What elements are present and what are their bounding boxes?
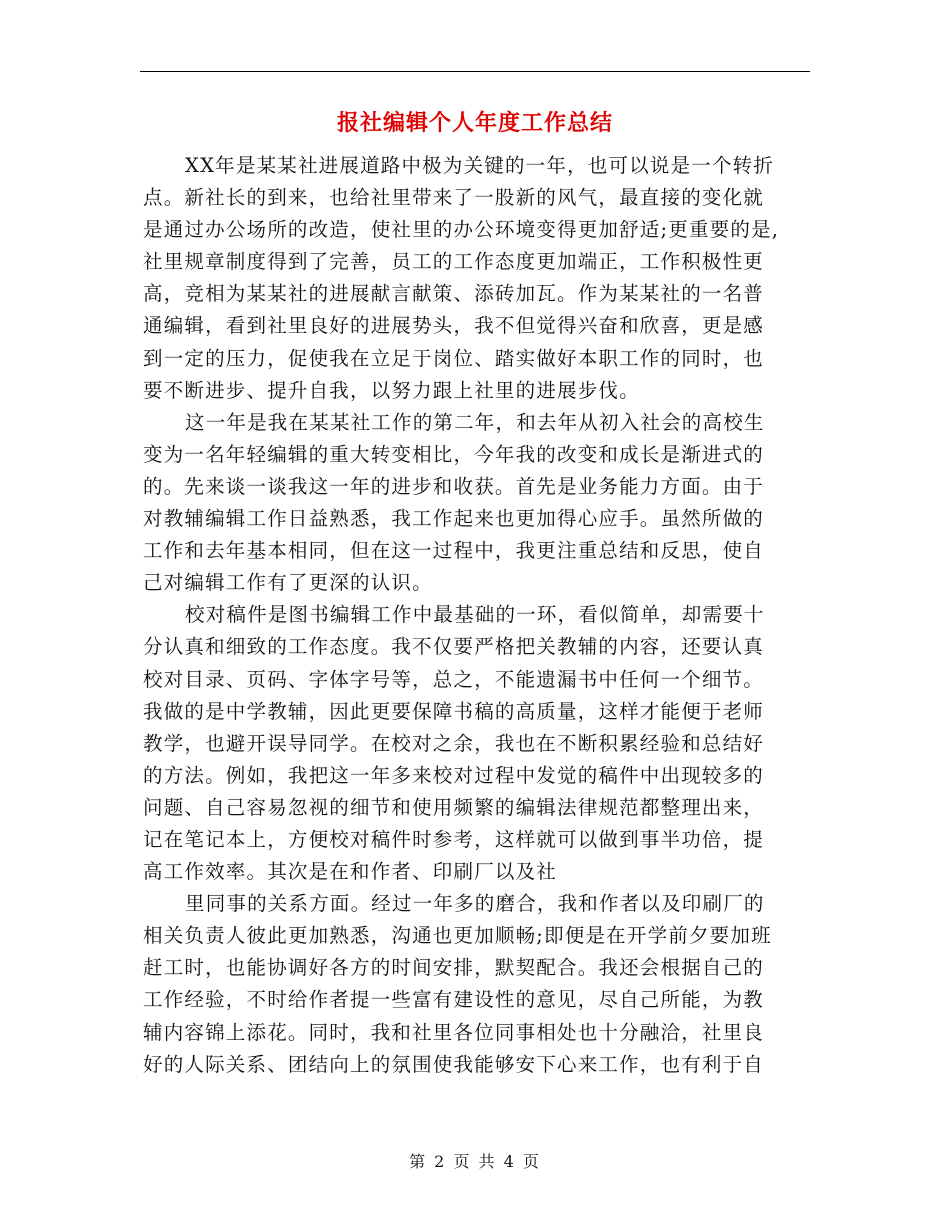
text-line: 校对稿件是图书编辑工作中最基础的一环，看似简单，却需要十	[185, 603, 765, 627]
text-line: 社里规章制度得到了完善，员工的工作态度更加端正，工作积极性更	[143, 250, 765, 274]
text-line: 教学，也避开误导同学。在校对之余，我也在不断积累经验和总结好	[143, 731, 765, 755]
document-title: 报社编辑个人年度工作总结	[336, 111, 613, 136]
text-line: 工作和去年基本相同，但在这一过程中，我更注重总结和反思，使自	[143, 539, 765, 563]
text-line: 工作经验，不时给作者提一些富有建设性的意见，尽自己所能，为教	[143, 988, 765, 1012]
text-line: 这一年是我在某某社工作的第二年，和去年从初入社会的高校生	[185, 410, 765, 434]
text-line: 赶工时，也能协调好各方的时间安排，默契配合。我还会根据自己的	[143, 956, 765, 980]
text-line: 我做的是中学教辅，因此更要保障书稿的高质量，这样才能便于老师	[143, 699, 765, 723]
text-line: 问题、自己容易忽视的细节和使用频繁的编辑法律规范都整理出来，	[143, 795, 765, 819]
text-line: 相关负责人彼此更加熟悉，沟通也更加顺畅;即便是在开学前夕要加班	[143, 924, 772, 948]
text-line: 是通过办公场所的改造，使社里的办公环境变得更加舒适;更重要的是,	[143, 218, 780, 242]
text-line: 的方法。例如，我把这一年多来校对过程中发觉的稿件中出现较多的	[143, 763, 765, 787]
text-line: 高工作效率。其次是在和作者、印刷厂以及社	[143, 860, 558, 884]
text-line: 己对编辑工作有了更深的认识。	[143, 571, 433, 595]
text-line: 到一定的压力，促使我在立足于岗位、踏实做好本职工作的同时，也	[143, 346, 765, 370]
text-line: 对教辅编辑工作日益熟悉，我工作起来也更加得心应手。虽然所做的	[143, 507, 765, 531]
text-line: 校对目录、页码、字体字号等，总之，不能遗漏书中任何一个细节。	[143, 667, 765, 691]
text-line: 记在笔记本上，方便校对稿件时参考，这样就可以做到事半功倍，提	[143, 827, 765, 851]
text-line: 分认真和细致的工作态度。我不仅要严格把关教辅的内容，还要认真	[143, 635, 765, 659]
text-line: 通编辑，看到社里良好的进展势头，我不但觉得兴奋和欣喜，更是感	[143, 314, 765, 338]
page-footer: 第 2 页 共 4 页	[409, 1152, 541, 1171]
text-line: 里同事的关系方面。经过一年多的磨合，我和作者以及印刷厂的	[185, 892, 765, 916]
text-line: 高，竞相为某某社的进展献言献策、添砖加瓦。作为某某社的一名普	[143, 282, 765, 306]
text-line: XX年是某某社进展道路中极为关键的一年，也可以说是一个转折	[185, 154, 775, 177]
text-line: 的。先来谈一谈我这一年的进步和收获。首先是业务能力方面。由于	[143, 474, 765, 498]
text-line: 好的人际关系、团结向上的氛围使我能够安下心来工作，也有利于自	[143, 1052, 765, 1076]
header-rule	[140, 71, 810, 72]
text-line: 点。新社长的到来，也给社里带来了一股新的风气，最直接的变化就	[143, 186, 765, 210]
document-body	[143, 150, 813, 1081]
text-line: 要不断进步、提升自我，以努力跟上社里的进展步伐。	[143, 378, 640, 402]
text-line: 变为一名年轻编辑的重大转变相比，今年我的改变和成长是渐进式的	[143, 442, 765, 466]
text-line: 辅内容锦上添花。同时，我和社里各位同事相处也十分融洽，社里良	[143, 1020, 765, 1044]
